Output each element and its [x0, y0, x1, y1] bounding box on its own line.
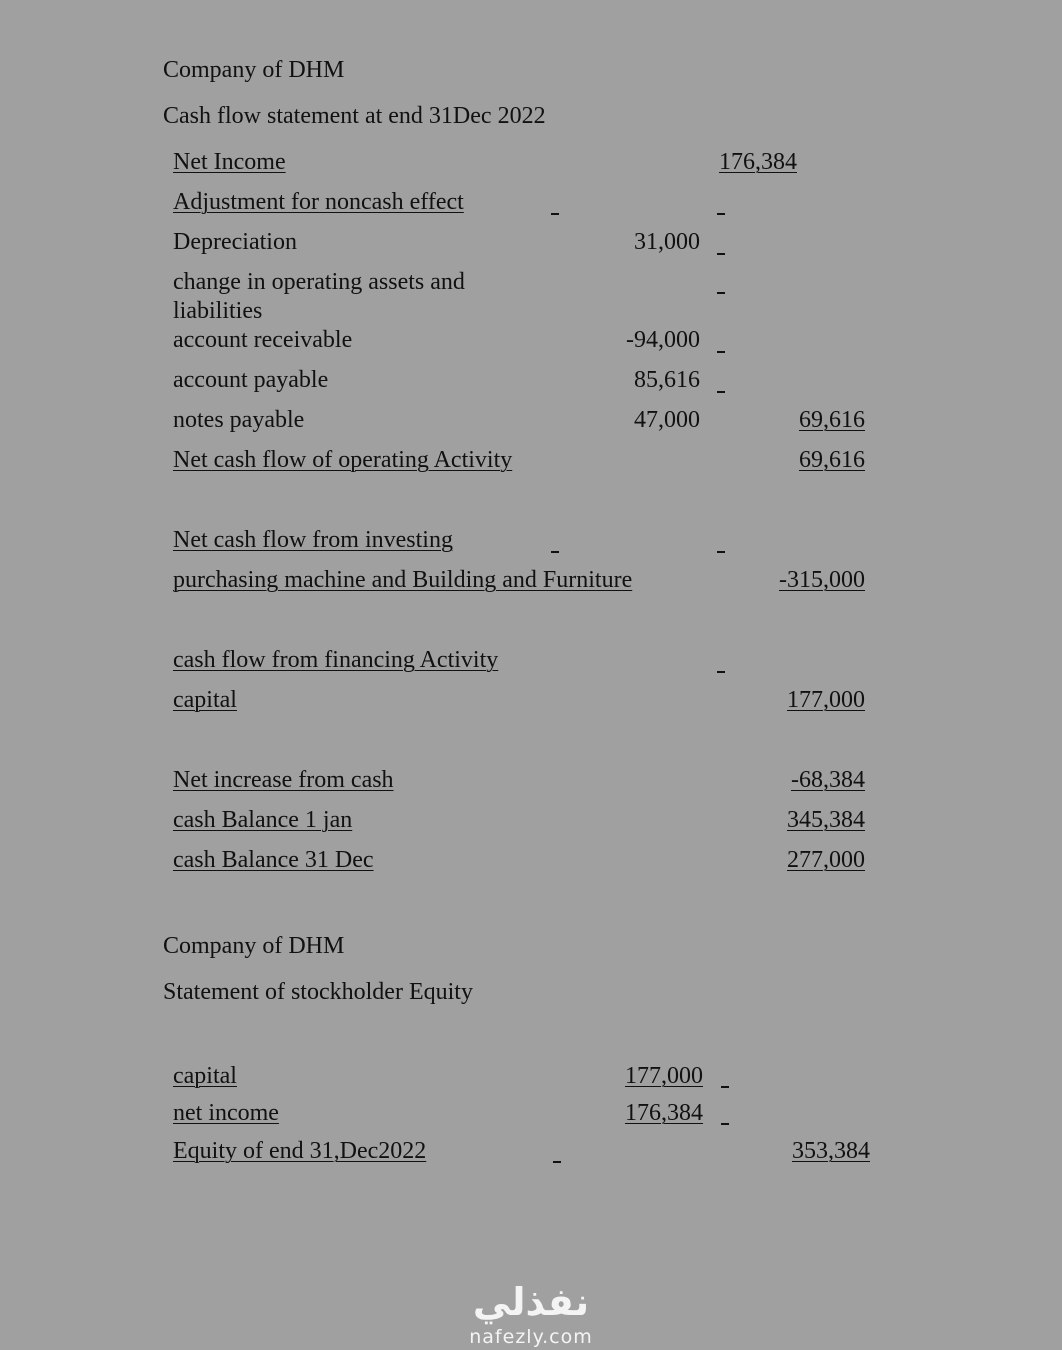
- operating-value: 69,616: [799, 447, 865, 473]
- receivable-value: -94,000: [626, 327, 700, 353]
- watermark-url: nafezly.com: [469, 1326, 593, 1348]
- equity-company-name: Company of DHM: [163, 933, 345, 959]
- adjustment-label: Adjustment for noncash effect: [173, 189, 464, 215]
- dash-mark: [717, 391, 725, 393]
- receivable-label: account receivable: [173, 327, 353, 353]
- change-label-line1: change in operating assets and: [173, 269, 465, 295]
- dash-mark: [553, 1161, 561, 1163]
- company-name: Company of DHM: [163, 57, 345, 83]
- depreciation-value: 31,000: [634, 229, 700, 255]
- net-increase-value: -68,384: [791, 767, 865, 793]
- equity-end-label: Equity of end 31,Dec2022: [173, 1138, 427, 1164]
- investing-label: Net cash flow from investing: [173, 527, 453, 553]
- financing-label: cash flow from financing Activity: [173, 647, 499, 673]
- dash-mark: [721, 1086, 729, 1088]
- net-income-label: Net Income: [173, 149, 286, 175]
- dash-mark: [721, 1123, 729, 1125]
- dash-mark: [551, 551, 559, 553]
- capital-label: capital: [173, 687, 237, 713]
- balance-jan-label: cash Balance 1 jan: [173, 807, 353, 833]
- dash-mark: [717, 253, 725, 255]
- balance-dec-label: cash Balance 31 Dec: [173, 847, 374, 873]
- change-label-line2: liabilities: [173, 298, 263, 324]
- notes-value: 47,000: [634, 407, 700, 433]
- dash-mark: [717, 671, 725, 673]
- equity-capital-value: 177,000: [625, 1063, 703, 1089]
- payable-value: 85,616: [634, 367, 700, 393]
- dash-mark: [717, 351, 725, 353]
- operating-label: Net cash flow of operating Activity: [173, 447, 513, 473]
- balance-dec-value: 277,000: [787, 847, 865, 873]
- watermark-logo: نفذلي: [472, 1280, 590, 1324]
- notes-total: 69,616: [799, 407, 865, 433]
- equity-net-income-label: net income: [173, 1100, 279, 1126]
- equity-end-value: 353,384: [792, 1138, 870, 1164]
- net-increase-label: Net increase from cash: [173, 767, 394, 793]
- purchase-label: purchasing machine and Building and Furniture: [173, 567, 633, 593]
- dash-mark: [551, 213, 559, 215]
- payable-label: account payable: [173, 367, 329, 393]
- notes-label: notes payable: [173, 407, 305, 433]
- depreciation-label: Depreciation: [173, 229, 297, 255]
- capital-value: 177,000: [787, 687, 865, 713]
- equity-net-income-value: 176,384: [625, 1100, 703, 1126]
- dash-mark: [717, 213, 725, 215]
- purchase-value: -315,000: [779, 567, 865, 593]
- equity-capital-label: capital: [173, 1063, 237, 1089]
- equity-title: Statement of stockholder Equity: [163, 979, 473, 1005]
- cash-flow-title: Cash flow statement at end 31Dec 2022: [163, 103, 546, 129]
- balance-jan-value: 345,384: [787, 807, 865, 833]
- net-income-value: 176,384: [719, 149, 797, 175]
- dash-mark: [717, 292, 725, 294]
- dash-mark: [717, 551, 725, 553]
